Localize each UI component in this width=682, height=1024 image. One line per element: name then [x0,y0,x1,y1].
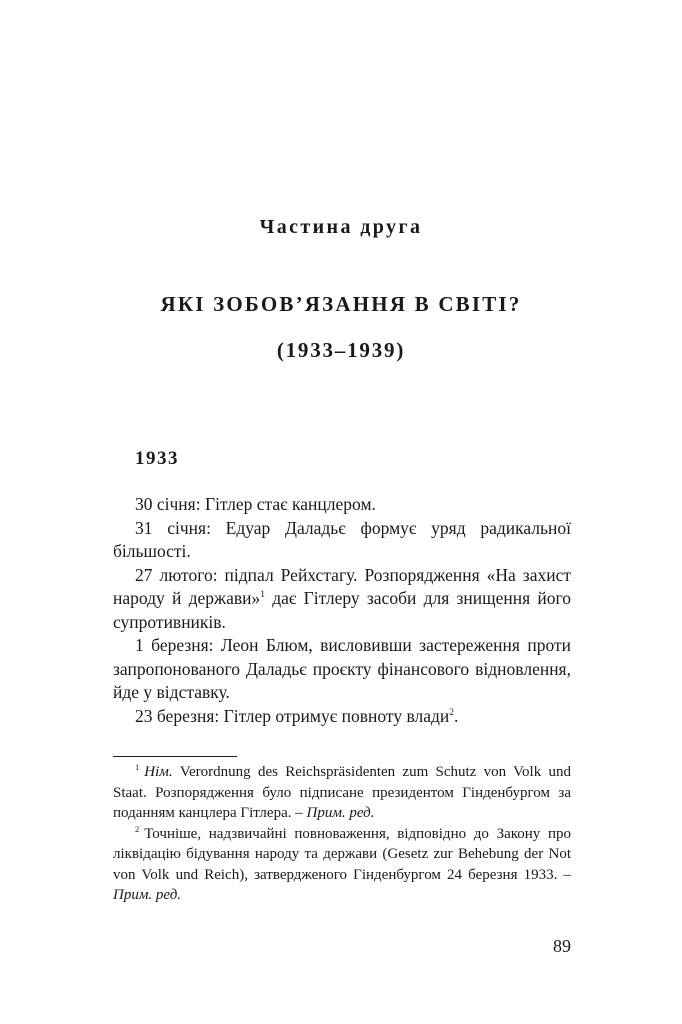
chronology-entry [113,705,571,729]
footnote-text: Verordnung des Reichspräsidenten zum Schutz von Volk und Staat. Розпорядження було підписане президентом Гінденбургом за поданням канцлера Гітлера. – [113,764,571,821]
footnote-ref: 1 [260,590,266,601]
footnote-language: Нім. [144,764,173,780]
part-label: Частина друга [259,216,423,238]
entry-text: 27 лютого: підпал Рейхстагу. Розпорядження «На захист народу й держави» [113,564,571,608]
chronology-entry [113,517,571,564]
footnote-divider [113,756,237,757]
entry-text: . [454,705,459,726]
chronology-entry [113,564,571,635]
footnote-text: Точніше, надзвичайні повноваження, відповідно до Закону про ліквідацію бідування народу та держави (Gesetz zur Behebung der Not von Volk und Reich), затвердженого Гінденбургом 24 березня 1933. – [113,825,571,883]
footnote-ref: 2 [449,707,454,718]
chronology-body [113,493,571,728]
entry-text: 1 березня: Леон Блюм, висловивши застереження проти запропонованого Даладьє проєкту фінансового відновлення, йде у відставку. [113,635,571,702]
page-number: 89 [553,936,571,956]
footnote [113,824,571,906]
year-heading: 1933 [135,448,179,469]
footnote-number: 1 [135,762,140,772]
part-years: (1933–1939) [276,338,406,362]
editor-note: Прим. ред. [113,887,182,903]
chronology-entry [113,634,571,705]
entry-text: дає Гітлеру засоби для знищення його супротивників. [113,588,571,632]
entry-text: 23 березня: Гітлер отримує повноту влади [135,705,450,726]
editor-note: Прим. ред. [306,805,375,821]
chronology-entry [113,493,571,517]
entry-text: 31 січня: Едуар Даладьє формує уряд радикальної більшості. [113,517,571,561]
footnotes [113,762,571,906]
footnote-number: 2 [135,823,140,834]
part-title: ЯКІ ЗОБОВ’ЯЗАННЯ В СВІТІ? [160,292,522,316]
footnote [113,762,571,824]
entry-text: 30 січня: Гітлер стає канцлером. [135,494,376,514]
